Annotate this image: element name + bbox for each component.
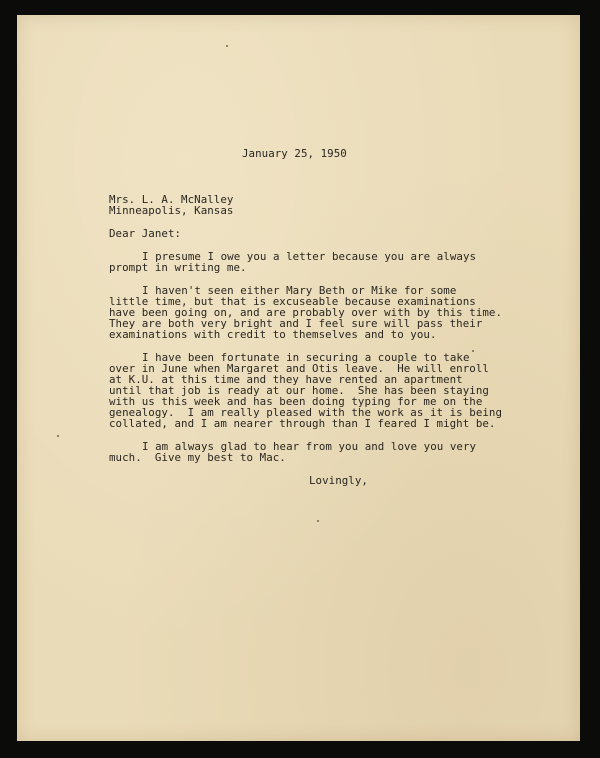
paragraph-line: They are both very bright and I feel sure will pass their xyxy=(109,317,483,330)
recipient-location: Minneapolis, Kansas xyxy=(109,204,234,217)
paragraph-line: prompt in writing me. xyxy=(109,261,247,274)
recipient-name: Mrs. L. A. McNalley xyxy=(109,193,234,206)
paragraph-line: with us this week and has been doing typing for me on the xyxy=(109,395,483,408)
paragraph-line: much. Give my best to Mac. xyxy=(109,451,286,464)
paragraph-line: until that job is ready at our home. She has been staying xyxy=(109,384,489,397)
paragraph-line: I haven't seen either Mary Beth or Mike for some xyxy=(142,284,457,297)
paragraph-line: examinations with credit to themselves and to you. xyxy=(109,328,437,341)
paragraph-line: over in June when Margaret and Otis leave. He will enroll xyxy=(109,362,489,375)
paragraph-line: genealogy. I am really pleased with the work as it is being xyxy=(109,406,503,419)
paper-speck xyxy=(472,350,474,352)
paragraph-line: at K.U. at this time and they have rented an apartment xyxy=(109,373,463,386)
letter-page xyxy=(17,15,580,741)
paper-speck xyxy=(226,45,228,47)
closing: Lovingly, xyxy=(309,474,368,487)
paper-speck xyxy=(317,520,319,522)
paragraph-line: I am always glad to hear from you and love you very xyxy=(142,440,477,453)
letter-date: January 25, 1950 xyxy=(242,147,347,160)
paragraph-line: collated, and I am nearer through than I feared I might be. xyxy=(109,417,496,430)
salutation: Dear Janet: xyxy=(109,227,182,240)
paragraph-line: have been going on, and are probably over with by this time. xyxy=(109,306,503,319)
typed-letter xyxy=(17,15,580,741)
paragraph-line: I have been fortunate in securing a couple to take xyxy=(142,351,470,364)
paragraph-line: little time, but that is excuseable because examinations xyxy=(109,295,476,308)
paper-speck xyxy=(57,435,59,437)
paragraph-line: I presume I owe you a letter because you are always xyxy=(142,250,477,263)
